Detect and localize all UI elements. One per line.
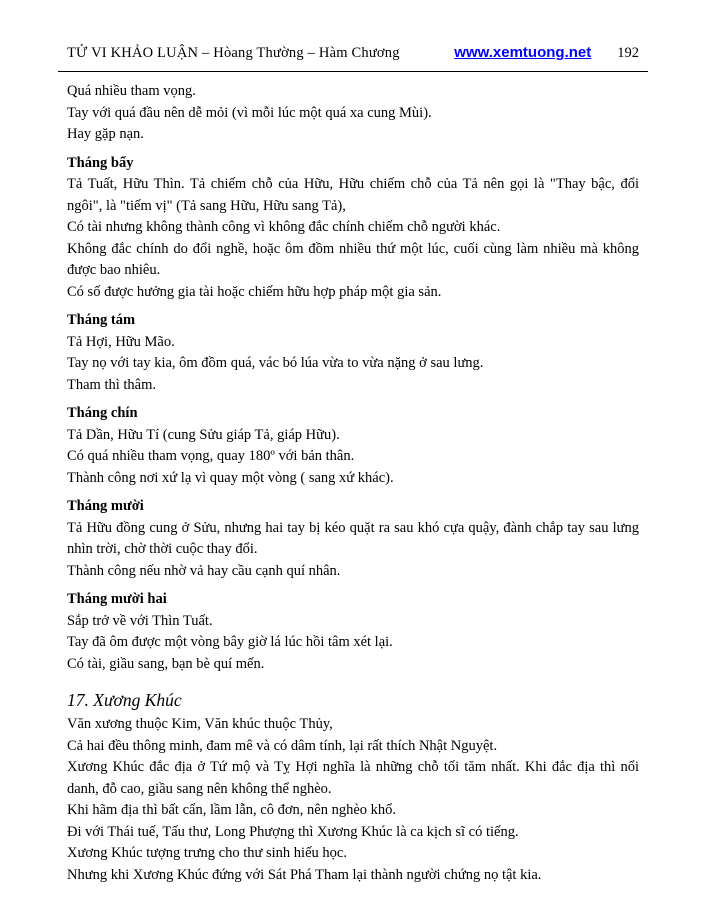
- paragraph: Có quá nhiều tham vọng, quay 180º với bản thân.: [67, 448, 355, 464]
- paragraph: Văn xương thuộc Kim, Văn khúc thuộc Thủy,: [67, 716, 333, 732]
- paragraph: Thành công nơi xứ lạ vì quay một vòng ( sang xứ khác).: [67, 469, 394, 486]
- month-heading: Tháng mười: [67, 498, 144, 514]
- month-heading: Tháng tám: [67, 312, 136, 328]
- paragraph: Quá nhiều tham vọng.: [67, 83, 196, 99]
- month-heading: Tháng chín: [67, 405, 138, 421]
- section: [67, 688, 639, 886]
- paragraph: Không đắc chính do đổi nghề, hoặc ôm đồm nhiều thứ một lúc, cuối cùng làm nhiều mà không được bao nhiêu.: [67, 240, 639, 278]
- paragraph: Đi với Thái tuế, Tấu thư, Long Phượng thì Xương Khúc là ca kịch sĩ có tiếng.: [67, 823, 519, 840]
- paragraph: Nhưng khi Xương Khúc đứng với Sát Phá Tham lại thành người chứng nọ tật kia.: [67, 866, 542, 883]
- section: [67, 153, 639, 304]
- page-number: 192: [617, 45, 639, 61]
- paragraph: Tả Dần, Hữu Tí (cung Sửu giáp Tả, giáp Hữu).: [67, 426, 340, 443]
- month-heading: Tháng mười hai: [67, 591, 167, 607]
- section: [67, 589, 639, 675]
- paragraph: Cả hai đều thông minh, đam mê và có dâm tính, lại rất thích Nhật Nguyệt.: [67, 737, 498, 754]
- website-link[interactable]: www.xemtuong.net: [454, 44, 592, 61]
- paragraph: Tay với quá đầu nên dễ mỏi (vì mỗi lúc một quá xa cung Mùi).: [67, 104, 432, 121]
- paragraph: Xương Khúc đắc địa ở Tứ mộ và Tỵ Hợi nghĩa là những chỗ tối tăm nhất. Khi đắc địa thì nổi danh, đỗ cao, giầu sang nên không thể nghèo.: [67, 759, 639, 797]
- paragraph: Tay đã ôm được một vòng bây giờ lá lúc hồi tâm xét lại.: [67, 634, 393, 650]
- paragraph: Xương Khúc tượng trưng cho thư sinh hiếu học.: [67, 845, 347, 861]
- paragraph: Thành công nếu nhờ vả hay cầu cạnh quí nhân.: [67, 562, 341, 579]
- section: [67, 81, 639, 146]
- paragraph: Có số được hưởng gia tài hoặc chiếm hữu hợp pháp một gia sản.: [67, 283, 442, 300]
- section: [67, 310, 639, 396]
- document-body: [58, 81, 648, 886]
- header-divider: [58, 71, 648, 72]
- paragraph: Khi hãm địa thì bất cẩn, lầm lẫn, cô đơn, nên nghèo khổ.: [67, 802, 397, 818]
- paragraph: Tả Hữu đồng cung ở Sửu, nhưng hai tay bị kéo quặt ra sau khó cựa quậy, đành chắp tay sau lưng nhìn trời, chờ thời cuộc thay đổi.: [67, 519, 639, 557]
- paragraph: Tham thì thâm.: [67, 376, 156, 393]
- paragraph: Hay gặp nạn.: [67, 126, 144, 142]
- book-title: TỬ VI KHẢO LUẬN – Hòang Thường – Hàm Chương: [67, 45, 400, 61]
- page-header: [58, 44, 648, 62]
- paragraph: Có tài, giầu sang, bạn bè quí mến.: [67, 655, 265, 672]
- paragraph: Tả Hợi, Hữu Mão.: [67, 333, 175, 350]
- section: [67, 496, 639, 582]
- paragraph: Tay nọ với tay kia, ôm đồm quá, vác bó lúa vừa to vừa nặng ở sau lưng.: [67, 355, 484, 371]
- month-heading: Tháng bẩy: [67, 154, 134, 171]
- paragraph: Sắp trở về với Thìn Tuất.: [67, 612, 213, 629]
- paragraph: Có tài nhưng không thành công vì không đắc chính chiếm chỗ người khác.: [67, 219, 501, 235]
- section: [67, 403, 639, 489]
- paragraph: Tả Tuất, Hữu Thìn. Tả chiếm chỗ của Hữu, Hữu chiếm chỗ của Tả nên gọi là "Thay bậc, đổi ngôi", là "tiếm vị" (Tả sang Hữu, Hữu sang Tả),: [67, 176, 639, 214]
- chapter-heading: 17. Xương Khúc: [67, 690, 182, 710]
